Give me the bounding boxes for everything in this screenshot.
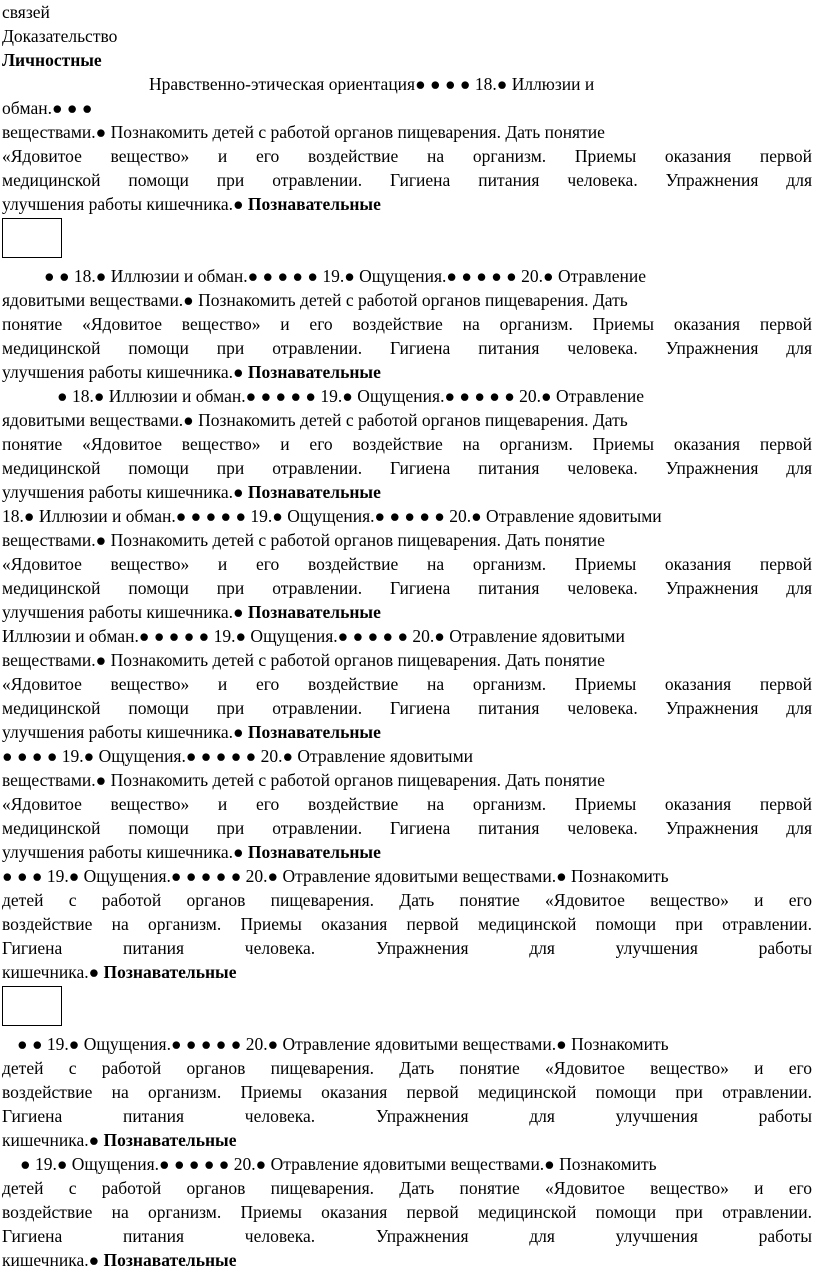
- line-text: кишечника.●: [2, 1130, 104, 1150]
- line-text: улучшения работы кишечника.●: [2, 482, 248, 502]
- line-text: кишечника.●: [2, 962, 104, 982]
- line-text: веществами.● Познакомить детей с работой органов пищеварения. Дать понятие: [2, 530, 605, 550]
- text-line: [2, 1152, 812, 1176]
- line-text: обман.● ● ●: [2, 98, 93, 118]
- text-line: [2, 1104, 812, 1128]
- bold-label: Познавательные: [247, 362, 381, 382]
- empty-box: [2, 986, 62, 1026]
- line-text: медицинской помощи при отравлении. Гигиена питания человека. Упражнения для: [2, 698, 812, 718]
- line-text: улучшения работы кишечника.●: [2, 722, 248, 742]
- line-text: ● ● ● 19.● Ощущения.● ● ● ● ● 20.● Отравление ядовитыми веществами.● Познакомить: [2, 866, 669, 886]
- text-line: [2, 0, 812, 24]
- text-line: [2, 408, 812, 432]
- bold-label: Личностные: [2, 50, 102, 70]
- line-text: ● ● 19.● Ощущения.● ● ● ● ● 20.● Отравление ядовитыми веществами.● Познакомить: [17, 1034, 669, 1054]
- bold-label: Познавательные: [247, 602, 381, 622]
- text-line: [2, 480, 812, 504]
- line-text: ядовитыми веществами.● Познакомить детей с работой органов пищеварения. Дать: [2, 290, 628, 310]
- line-text: Гигиена питания человека. Упражнения для улучшения работы: [2, 1106, 812, 1126]
- line-text: Гигиена питания человека. Упражнения для улучшения работы: [2, 938, 812, 958]
- text-line: [2, 1032, 812, 1056]
- line-text: ● 19.● Ощущения.● ● ● ● ● 20.● Отравление ядовитыми веществами.● Познакомить: [20, 1154, 657, 1174]
- text-line: [2, 432, 812, 456]
- line-text: воздействие на организм. Приемы оказания первой медицинской помощи при отравлении.: [2, 914, 812, 934]
- text-line: [2, 600, 812, 624]
- bold-label: Познавательные: [103, 1130, 237, 1150]
- text-line: [2, 792, 812, 816]
- line-text: веществами.● Познакомить детей с работой органов пищеварения. Дать понятие: [2, 122, 605, 142]
- text-line: [2, 624, 812, 648]
- line-text: Гигиена питания человека. Упражнения для улучшения работы: [2, 1226, 812, 1246]
- line-text: ● ● 18.● Иллюзии и обман.● ● ● ● ● 19.● Ощущения.● ● ● ● ● 20.● Отравление: [44, 266, 646, 286]
- line-text: улучшения работы кишечника.●: [2, 362, 248, 382]
- line-text: 18.● Иллюзии и обман.● ● ● ● ● 19.● Ощущения.● ● ● ● ● 20.● Отравление ядовитыми: [2, 506, 662, 526]
- line-text: медицинской помощи при отравлении. Гигиена питания человека. Упражнения для: [2, 338, 812, 358]
- line-text: Иллюзии и обман.● ● ● ● ● 19.● Ощущения.● ● ● ● ● 20.● Отравление ядовитыми: [2, 626, 625, 646]
- line-text: детей с работой органов пищеварения. Дать понятие «Ядовитое вещество» и его: [2, 890, 812, 910]
- text-line: [2, 744, 812, 768]
- bold-label: Познавательные: [247, 194, 381, 214]
- line-text: воздействие на организм. Приемы оказания первой медицинской помощи при отравлении.: [2, 1202, 812, 1222]
- line-text: «Ядовитое вещество» и его воздействие на организм. Приемы оказания первой: [2, 794, 812, 814]
- line-text: Нравственно-этическая ориентация● ● ● ● 18.● Иллюзии и: [149, 74, 595, 94]
- line-text: понятие «Ядовитое вещество» и его воздействие на организм. Приемы оказания первой: [2, 314, 812, 334]
- text-line: [2, 96, 812, 120]
- line-text: ядовитыми веществами.● Познакомить детей с работой органов пищеварения. Дать: [2, 410, 628, 430]
- text-line: [2, 768, 812, 792]
- text-line: [2, 936, 812, 960]
- text-line: [2, 720, 812, 744]
- text-line: [2, 24, 812, 48]
- line-text: детей с работой органов пищеварения. Дать понятие «Ядовитое вещество» и его: [2, 1178, 812, 1198]
- text-line: [2, 648, 812, 672]
- text-line: [2, 336, 812, 360]
- text-line: [2, 696, 812, 720]
- text-line: [2, 120, 812, 144]
- bold-label: Познавательные: [247, 842, 381, 862]
- text-line: [2, 168, 812, 192]
- text-line: [2, 528, 812, 552]
- line-text: ● ● ● ● 19.● Ощущения.● ● ● ● ● 20.● Отравление ядовитыми: [2, 746, 474, 766]
- line-text: детей с работой органов пищеварения. Дать понятие «Ядовитое вещество» и его: [2, 1058, 812, 1078]
- text-line: [2, 384, 812, 408]
- text-line: [2, 48, 812, 72]
- text-line: [2, 192, 812, 216]
- line-text: улучшения работы кишечника.●: [2, 602, 248, 622]
- line-text: ● 18.● Иллюзии и обман.● ● ● ● ● 19.● Ощущения.● ● ● ● ● 20.● Отравление: [57, 386, 645, 406]
- text-line: [2, 1200, 812, 1224]
- text-line: [2, 1056, 812, 1080]
- line-text: кишечника.●: [2, 1250, 104, 1270]
- text-line: [2, 672, 812, 696]
- text-line: [2, 912, 812, 936]
- line-text: «Ядовитое вещество» и его воздействие на организм. Приемы оказания первой: [2, 554, 812, 574]
- text-line: [2, 552, 812, 576]
- text-line: [2, 264, 812, 288]
- line-text: веществами.● Познакомить детей с работой органов пищеварения. Дать понятие: [2, 770, 605, 790]
- text-line: [2, 72, 812, 96]
- line-text: улучшения работы кишечника.●: [2, 842, 248, 862]
- line-text: Доказательство: [2, 26, 118, 46]
- text-line: [2, 360, 812, 384]
- text-line: [2, 1224, 812, 1248]
- text-line: [2, 456, 812, 480]
- line-text: медицинской помощи при отравлении. Гигиена питания человека. Упражнения для: [2, 458, 812, 478]
- text-line: [2, 312, 812, 336]
- text-line: [2, 1080, 812, 1104]
- text-line: [2, 888, 812, 912]
- bold-label: Познавательные: [103, 1250, 237, 1270]
- text-line: [2, 504, 812, 528]
- line-text: медицинской помощи при отравлении. Гигиена питания человека. Упражнения для: [2, 578, 812, 598]
- line-text: понятие «Ядовитое вещество» и его воздействие на организм. Приемы оказания первой: [2, 434, 812, 454]
- text-line: [2, 840, 812, 864]
- text-line: [2, 576, 812, 600]
- text-line: [2, 816, 812, 840]
- bold-label: Познавательные: [103, 962, 237, 982]
- line-text: «Ядовитое вещество» и его воздействие на организм. Приемы оказания первой: [2, 146, 812, 166]
- document-page: [2, 0, 812, 1272]
- line-text: веществами.● Познакомить детей с работой органов пищеварения. Дать понятие: [2, 650, 605, 670]
- empty-box: [2, 218, 62, 258]
- line-text: связей: [2, 2, 50, 22]
- line-text: воздействие на организм. Приемы оказания первой медицинской помощи при отравлении.: [2, 1082, 812, 1102]
- text-line: [2, 144, 812, 168]
- text-line: [2, 1248, 812, 1272]
- line-text: «Ядовитое вещество» и его воздействие на организм. Приемы оказания первой: [2, 674, 812, 694]
- text-line: [2, 1128, 812, 1152]
- text-line: [2, 960, 812, 984]
- line-text: улучшения работы кишечника.●: [2, 194, 248, 214]
- line-text: медицинской помощи при отравлении. Гигиена питания человека. Упражнения для: [2, 818, 812, 838]
- bold-label: Познавательные: [247, 722, 381, 742]
- line-text: медицинской помощи при отравлении. Гигиена питания человека. Упражнения для: [2, 170, 812, 190]
- text-line: [2, 288, 812, 312]
- bold-label: Познавательные: [247, 482, 381, 502]
- text-line: [2, 1176, 812, 1200]
- text-line: [2, 864, 812, 888]
